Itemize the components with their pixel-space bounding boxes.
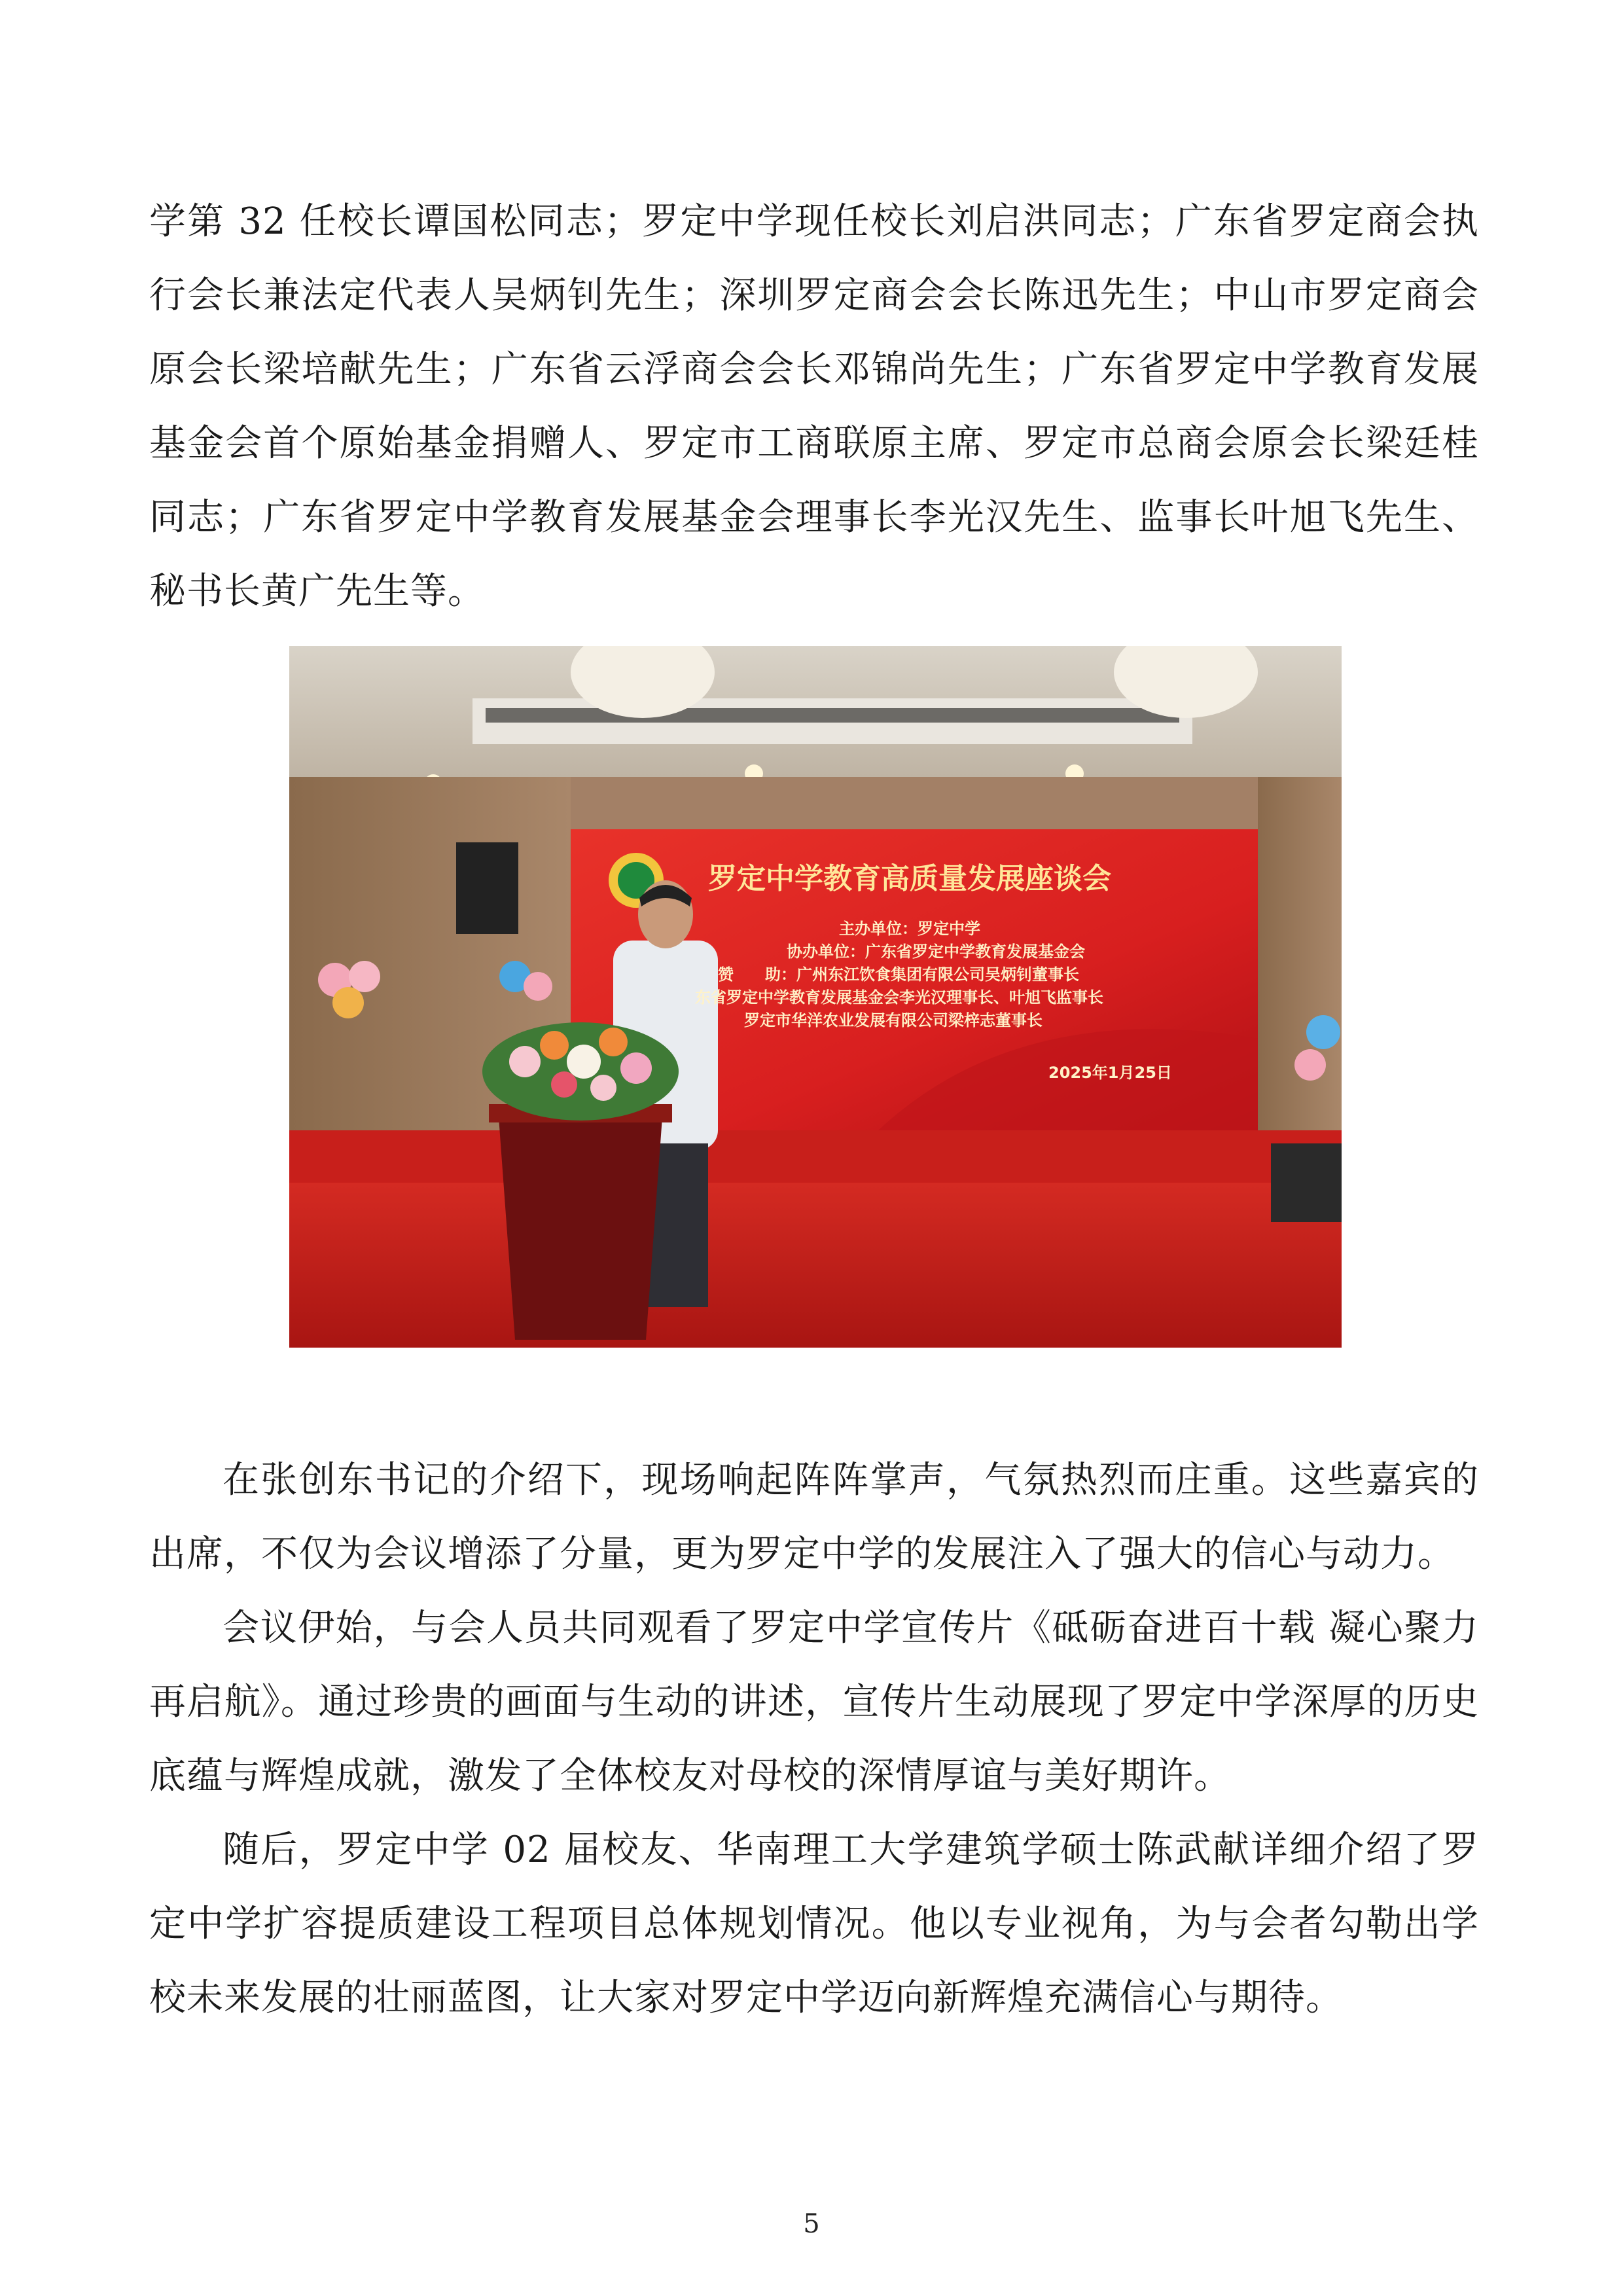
paragraph: 会议伊始，与会人员共同观看了罗定中学宣传片《砥砺奋进百十载 凝心聚力再启航》。通过珍贵的画面与生动的讲述，宣传片生动展现了罗定中学深厚的历史底蕴与辉煌成就，激发了全体校友对母校的深情厚谊与美好期许。 <box>149 1607 1479 1797</box>
banner-date: 2025年1月25日 <box>1048 1064 1172 1082</box>
paragraph: 在张创东书记的介绍下，现场响起阵阵掌声，气氛热烈而庄重。这些嘉宾的出席，不仅为会议增添了分量，更为罗定中学的发展注入了强大的信心与动力。 <box>149 1459 1479 1575</box>
bottom-text-block <box>149 1443 1479 2035</box>
paragraph: 随后，罗定中学 02 届校友、华南理工大学建筑学硕士陈武献详细介绍了罗定中学扩容提质建设工程项目总体规划情况。他以专业视角，为与会者勾勒出学校未来发展的壮丽蓝图，让大家对罗定中学迈向新辉煌充满信心与期待。 <box>149 1829 1479 2019</box>
banner-line: 东省罗定中学教育发展基金会李光汉理事长、叶旭飞监事长 <box>695 988 1103 1007</box>
banner-line: 主办单位：罗定中学 <box>839 920 980 938</box>
page-number: 5 <box>803 2209 820 2239</box>
banner-title: 罗定中学教育高质量发展座谈会 <box>708 862 1111 895</box>
banner-line: 罗定市华洋农业发展有限公司梁梓志董事长 <box>744 1011 1043 1030</box>
banner-line: 协办单位：广东省罗定中学教育发展基金会 <box>787 942 1085 961</box>
event-photo <box>289 646 1342 1348</box>
paragraph: 学第 32 任校长谭国松同志；罗定中学现任校长刘启洪同志；广东省罗定商会执行会长兼法定代表人吴炳钊先生；深圳罗定商会会长陈迅先生；中山市罗定商会原会长梁培献先生；广东省云浮商会会长邓锦尚先生；广东省罗定中学教育发展基金会首个原始基金捐赠人、罗定市工商联原主席、罗定市总商会原会长梁廷桂同志；广东省罗定中学教育发展基金会理事长李光汉先生、监事长叶旭飞先生、秘书长黄广先生等。 <box>149 200 1479 613</box>
banner-line: 赞 助：广州东江饮食集团有限公司吴炳钊董事长 <box>718 965 1079 984</box>
top-text-block <box>149 185 1479 628</box>
